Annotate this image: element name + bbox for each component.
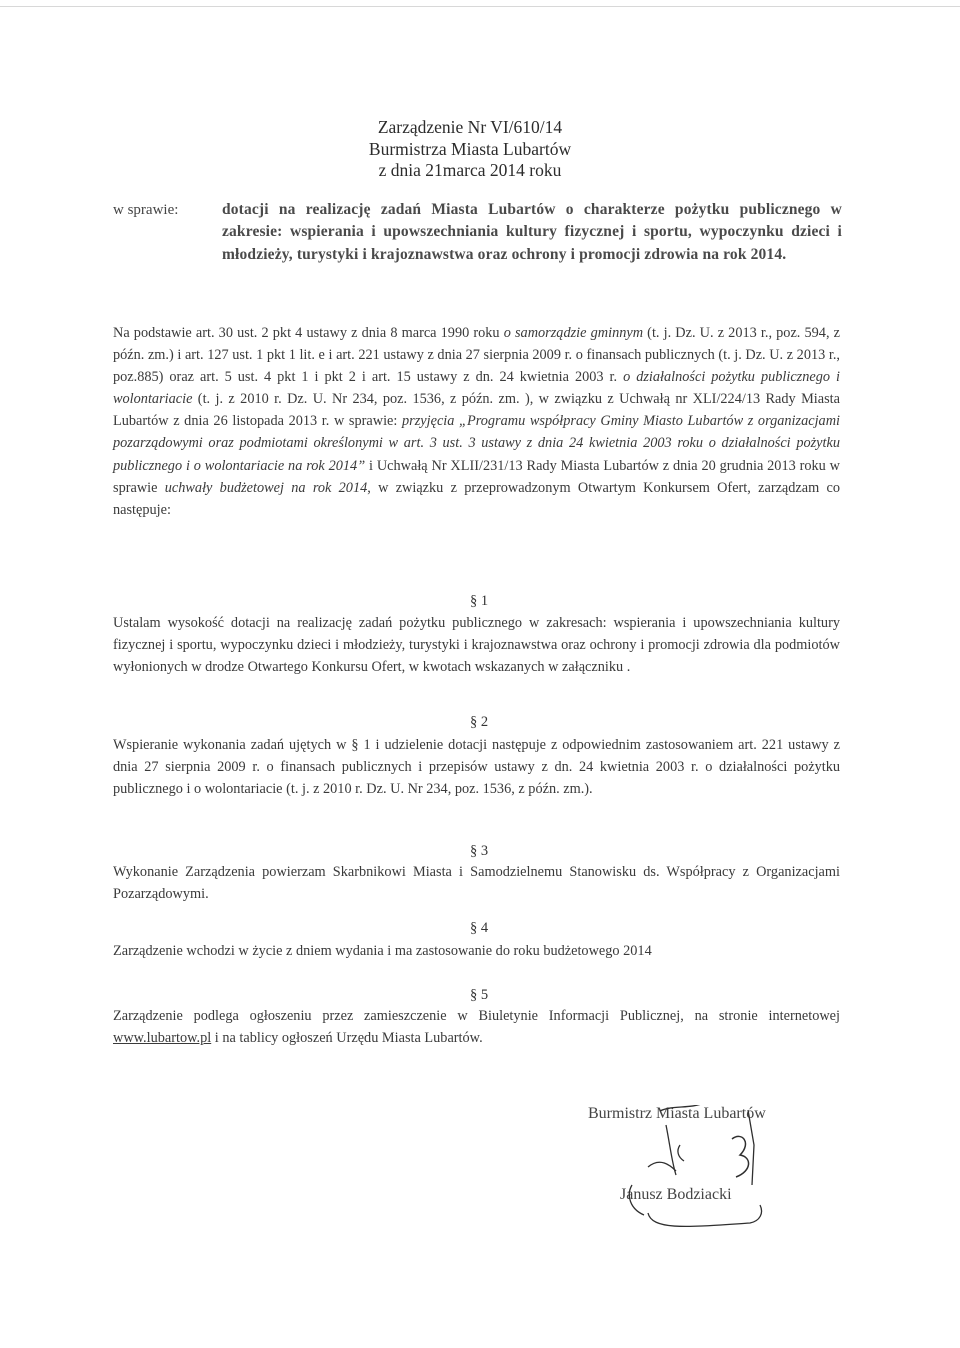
- scan-edge-line: [0, 6, 960, 7]
- document-date: z dnia 21marca 2014 roku: [378, 160, 562, 180]
- preamble-italic-4: uchwały budżetowej na rok 2014: [164, 479, 368, 496]
- preamble-italic-3: przyjęcia „Programu współpracy Gminy Miasto Lubartów z organizacjami pozarządowymi oraz podmiotami określonymi w art. 3 ust. 3 ustawy z dnia 24 kwietnia 2003 roku o działalności pożytku publicznego i o wolontariacie na rok 2014”: [113, 413, 840, 474]
- handwritten-signature: [600, 1105, 800, 1230]
- preamble-italic-1: o samorządzie gminnym: [503, 325, 644, 341]
- section-2-text: Wspieranie wykonania zadań ujętych w § 1 i udzielenie dotacji następuje z odpowiednim zastosowaniem art. 221 ustawy z dnia 27 sierpnia 2009 r. o finansach publicznych i przepisów ustawy z dn. 24 kwietnia 2003 r. o działalności pożytku publicznego i o wolontariacie (t. j. z 2010 r. Dz. U. Nr 234, poz. 1536, z późn. zm.).: [113, 737, 840, 798]
- section-5-mark: § 5: [469, 987, 489, 1003]
- section-4-text: Zarządzenie wchodzi w życie z dniem wydania i ma zastosowanie do roku budżetowego 2014: [113, 943, 652, 959]
- section-2-mark: § 2: [469, 714, 489, 730]
- subject-text: dotacji na realizację zadań Miasta Lubartów o charakterze pożytku publicznego w zakresie: wspierania i upowszechniania kultury fizycznej i sportu, wypoczynku dzieci i młodzieży, turystyki i krajoznawstwa oraz ochrony i promocji zdrowia na rok 2014.: [222, 201, 842, 263]
- section-5-text-before: Zarządzenie podlega ogłoszeniu przez zamieszczenie w Biuletynie Informacji Publicznej, na stronie internetowej: [113, 1008, 840, 1024]
- section-1-text: Ustalam wysokość dotacji na realizację zadań pożytku publicznego w zakresach: wspierania i upowszechniania kultury fizycznej i sportu, wypoczynku dzieci i młodzieży, turystyki i krajoznawstwa oraz ochrony i promocji zdrowia dla podmiotów wyłonionych w drodze Otwartego Konkursu Ofert, w kwotach wskazanych w załączniku .: [113, 615, 840, 676]
- section-5-text-after: i na tablicy ogłoszeń Urzędu Miasta Lubartów.: [211, 1030, 483, 1047]
- section-5-text: [113, 1005, 840, 1049]
- preamble-part-4: i Uchwałą Nr XLII/231/13 Rady Miasta Lubartów z dnia 20 grudnia 2013 roku w sprawie: [113, 457, 840, 496]
- section-1-mark: § 1: [469, 593, 489, 609]
- signature-title: Burmistrz Miasta Lubartów: [588, 1105, 766, 1122]
- signature-name: Janusz Bodziacki: [620, 1186, 732, 1203]
- preamble-part-2: (t. j. Dz. U. z 2013 r., poz. 594, z późn. zm.) i art. 127 ust. 1 pkt 1 lit. e i art. 221 ustawy z dnia 27 sierpnia 2009 r. o finansach publicznych (t. j. Dz. U. z 2013 r., poz.885) oraz art. 5 ust. 4 pkt 1 i pkt 2 i art. 15 ustawy z dn. 24 kwietnia 2003 r.: [113, 325, 841, 386]
- section-4-mark: § 4: [469, 920, 489, 936]
- preamble-italic-2: o działalności pożytku publicznego i wolontariacie: [113, 369, 840, 408]
- document-issuer: Burmistrza Miasta Lubartów: [368, 139, 572, 159]
- preamble-part-3: (t. j. z 2010 r. Dz. U. Nr 234, poz. 1536, z późn. zm. ), w związku z Uchwałą nr XLI/224/13 Rady Miasta Lubartów z dnia 26 listopada 2013 r. w sprawie:: [113, 391, 840, 430]
- document-title: Zarządzenie Nr VI/610/14: [377, 117, 563, 137]
- preamble-part-1: Na podstawie art. 30 ust. 2 pkt 4 ustawy z dnia 8 marca 1990 roku: [113, 325, 504, 341]
- website-link[interactable]: www.lubartow.pl: [113, 1030, 212, 1047]
- section-3-text: Wykonanie Zarządzenia powierzam Skarbnikowi Miasta i Samodzielnemu Stanowisku ds. Współpracy z Organizacjami Pozarządowymi.: [113, 864, 840, 903]
- preamble: [113, 322, 840, 521]
- preamble-part-5: , w związku z przeprowadzonym Otwartym Konkursem Ofert, zarządzam co następuje:: [113, 479, 840, 518]
- section-3-mark: § 3: [469, 843, 489, 859]
- subject-label: w sprawie:: [113, 202, 179, 218]
